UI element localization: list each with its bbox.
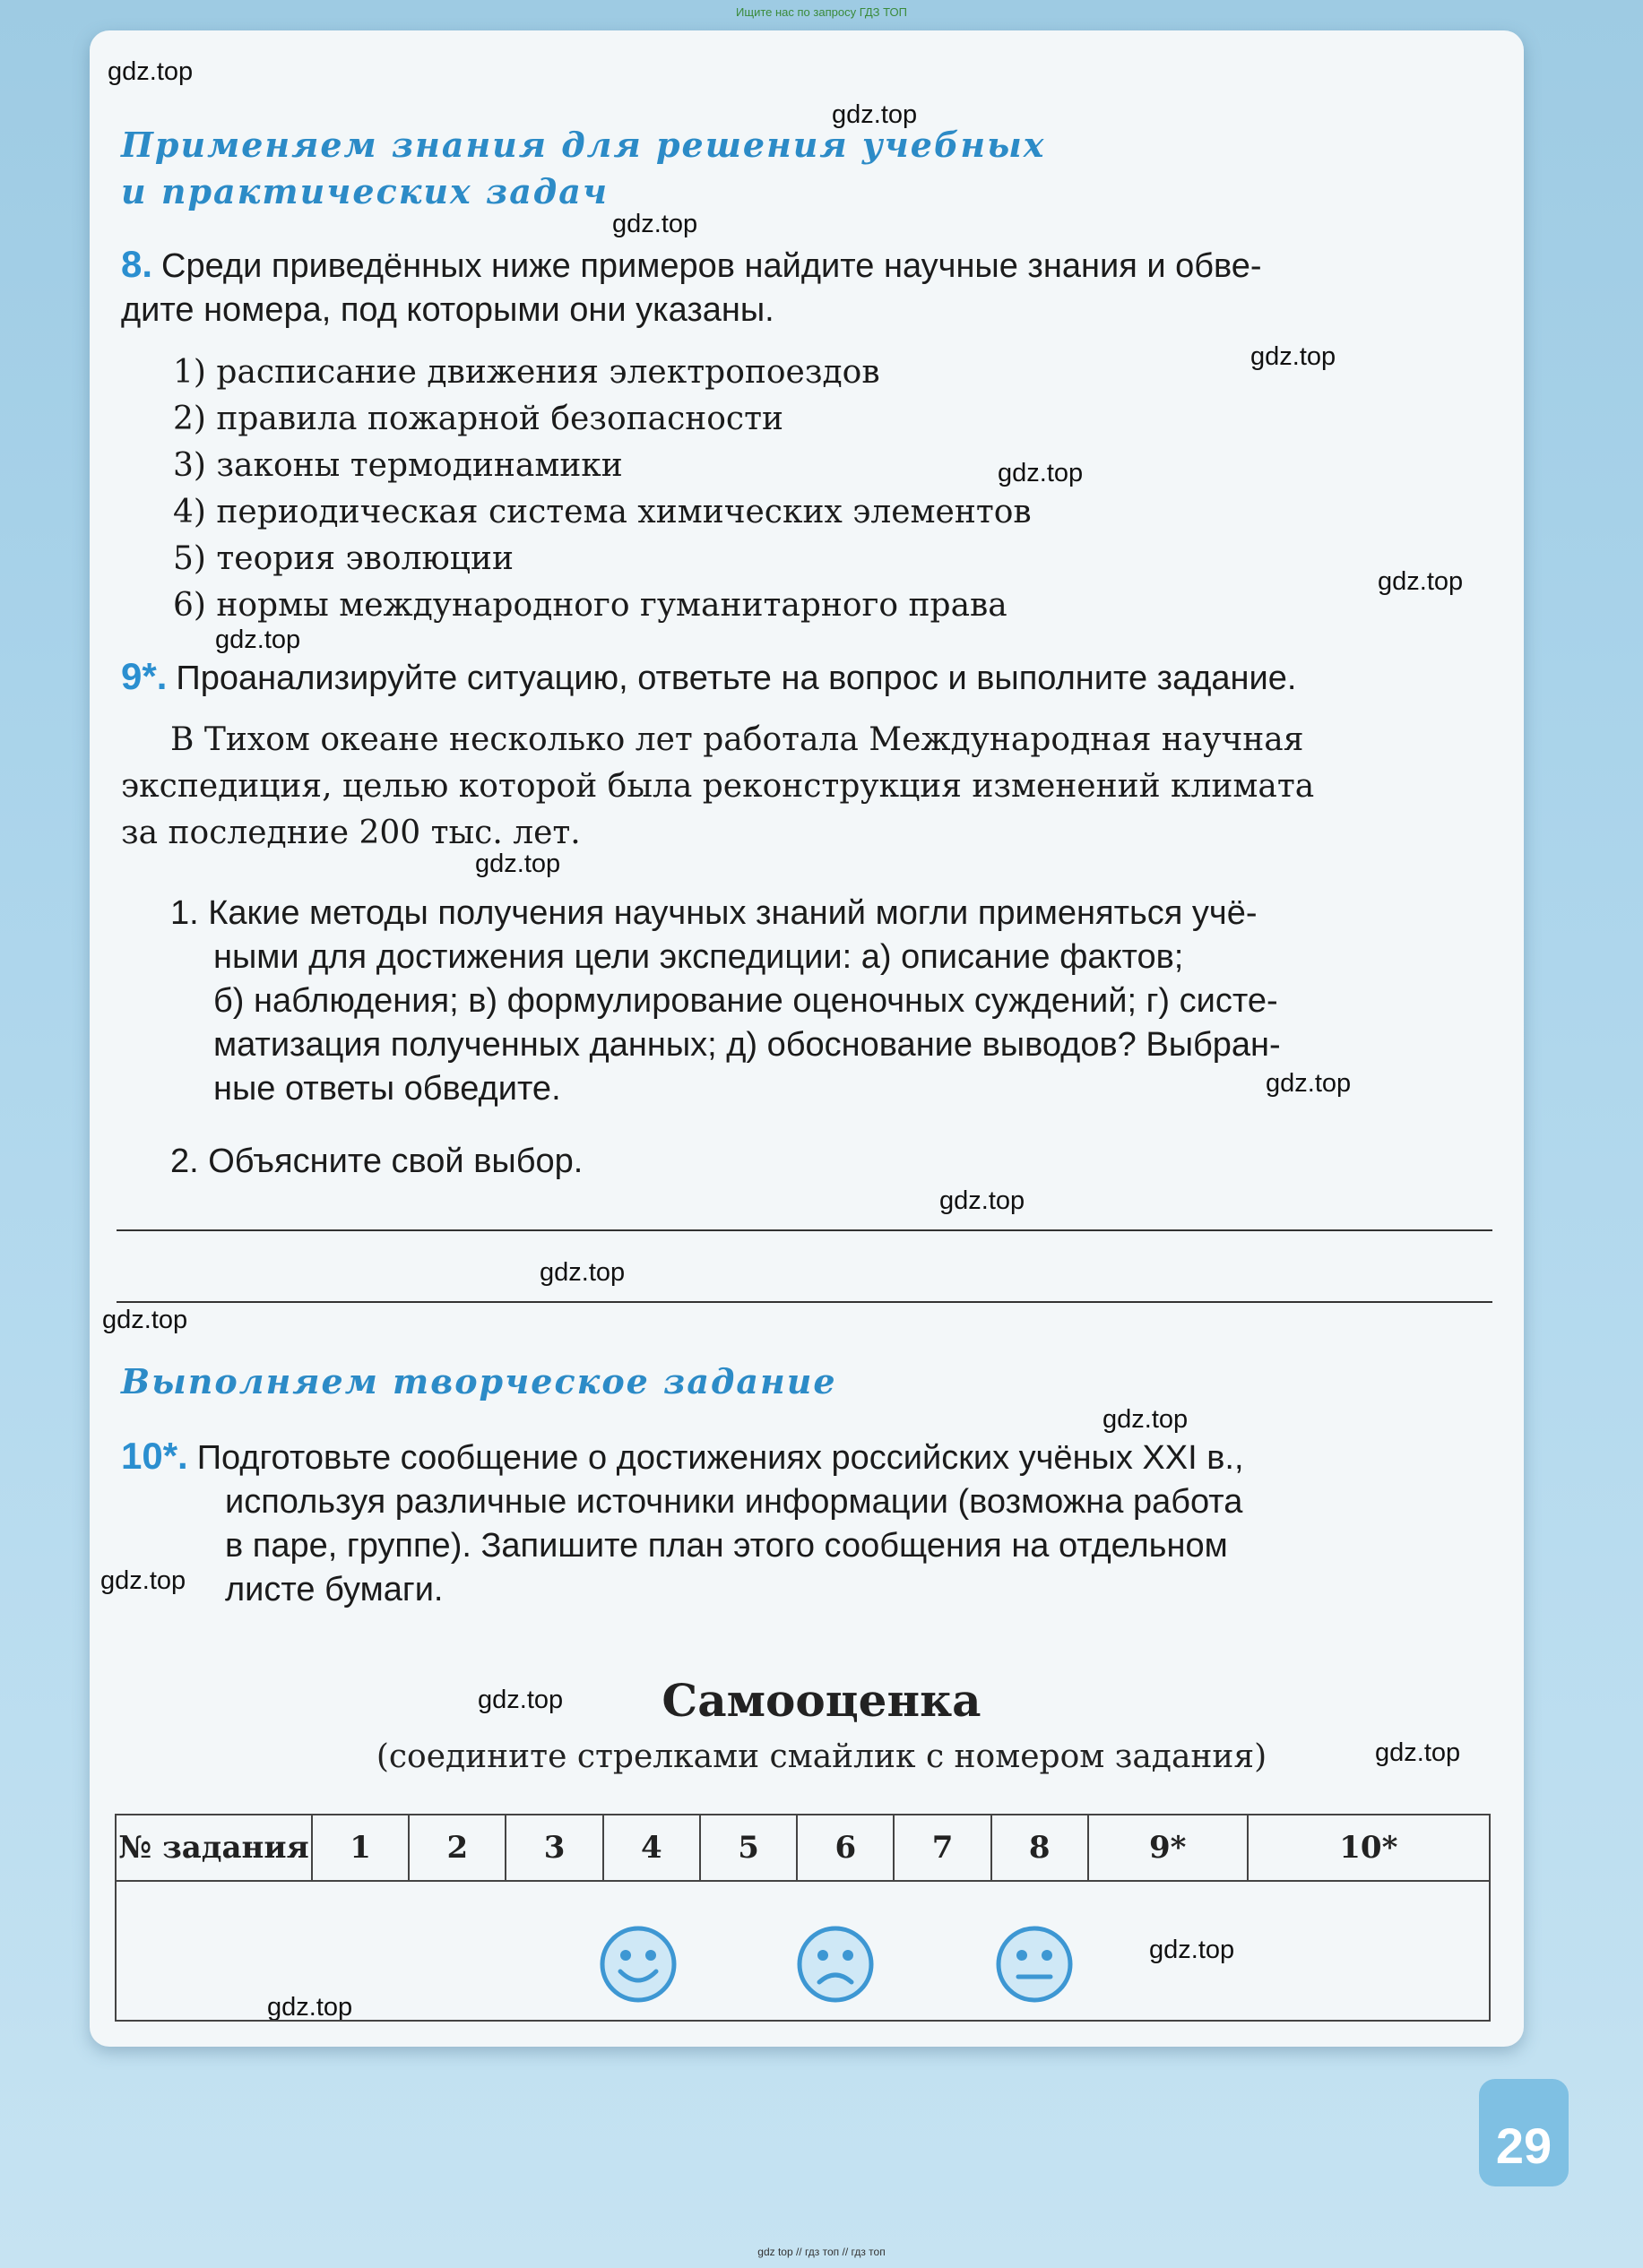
table-cell: 8 [991, 1815, 1088, 1881]
watermark: gdz.top [832, 100, 918, 129]
option-item: 4) периодическая система химических элементов [173, 494, 1032, 530]
neutral-smiley-icon[interactable] [995, 1925, 1074, 2004]
task-9-intro: 9*. Проанализируйте ситуацию, ответьте на вопрос и выполните задание. [121, 655, 1297, 697]
watermark: gdz.top [1250, 342, 1336, 371]
watermark: gdz.top [100, 1566, 186, 1595]
watermark: gdz.top [1375, 1738, 1461, 1767]
option-item: 3) законы термодинамики [173, 447, 623, 484]
table-cell: № задания [116, 1815, 312, 1881]
table-cell: 7 [894, 1815, 990, 1881]
watermark: gdz.top [108, 57, 194, 86]
table-cell: 3 [506, 1815, 602, 1881]
table-cell: 6 [797, 1815, 894, 1881]
section-heading-creative: Выполняем творческое задание [121, 1361, 837, 1401]
watermark: gdz.top [612, 210, 698, 238]
watermark: gdz.top [475, 849, 561, 878]
task-10: 10*. Подготовьте сообщение о достижениях российских учёных XXI в., используя различные источники информации (возможна работа в паре, группе). Запишите план этого сообщения на отдельном листе бумаги. [121, 1435, 1244, 1608]
watermark: gdz.top [267, 1993, 353, 2022]
option-item: 6) нормы международного гуманитарного права [173, 587, 1007, 624]
task-9-question-1: 1. Какие методы получения научных знаний могли применяться учё- ными для достижения цели экспедиции: а) описание фактов; б) наблюдения; в) формулирование оценочных суждений; г) систе- матизация полученных данных; д) обоснование выводов? Выбран- ные ответы обведите. [170, 894, 1281, 1108]
watermark: gdz.top [939, 1186, 1025, 1215]
answer-line [117, 1301, 1492, 1303]
watermark: gdz.top [478, 1686, 564, 1714]
table-cell: 9* [1088, 1815, 1248, 1881]
watermark: gdz.top [1149, 1936, 1235, 1964]
task-8-options [173, 349, 1482, 629]
top-note: Ищите нас по запросу ГДЗ ТОП [736, 5, 907, 19]
watermark: gdz.top [102, 1306, 188, 1334]
table-cell: 4 [603, 1815, 700, 1881]
task-number: 8. [121, 243, 153, 285]
table-header-row [116, 1815, 1490, 1881]
sad-smiley-icon[interactable] [796, 1925, 875, 2004]
watermark: gdz.top [1103, 1405, 1189, 1434]
watermark: gdz.top [1266, 1069, 1352, 1098]
section-heading-apply: Применяем знания для решения учебных и практических задач [121, 125, 1046, 211]
option-item: 1) расписание движения электропоездов [173, 354, 880, 391]
option-item: 5) теория эволюции [173, 540, 514, 577]
table-cell: 5 [700, 1815, 797, 1881]
self-assessment-title: Самооценка [662, 1674, 981, 1727]
happy-smiley-icon[interactable] [599, 1925, 678, 2004]
task-9-situation: В Тихом океане несколько лет работала Международная научная экспедиция, целью которой была реконструкция изменений климата за последние 200 тыс. лет. [121, 721, 1315, 851]
page-number: 29 [1479, 2079, 1569, 2186]
watermark: gdz.top [998, 459, 1084, 487]
task-number: 10*. [121, 1435, 188, 1477]
answer-line [117, 1229, 1492, 1231]
watermark: gdz.top [1378, 567, 1464, 596]
table-cell: 2 [409, 1815, 506, 1881]
watermark: gdz.top [215, 625, 301, 654]
bottom-note: gdz top // гдз топ // гдз топ [757, 2246, 886, 2258]
table-cell: 1 [312, 1815, 409, 1881]
watermark: gdz.top [540, 1258, 626, 1287]
table-cell: 10* [1248, 1815, 1490, 1881]
option-item: 2) правила пожарной безопасности [173, 401, 783, 437]
self-assessment-subtitle: (соедините стрелками смайлик с номером задания) [376, 1738, 1267, 1775]
task-9-question-2: 2. Объясните свой выбор. [170, 1143, 584, 1180]
task-number: 9*. [121, 655, 168, 697]
task-8: 8. Среди приведённых ниже примеров найдите научные знания и обве- дите номера, под которыми они указаны. [121, 243, 1262, 329]
